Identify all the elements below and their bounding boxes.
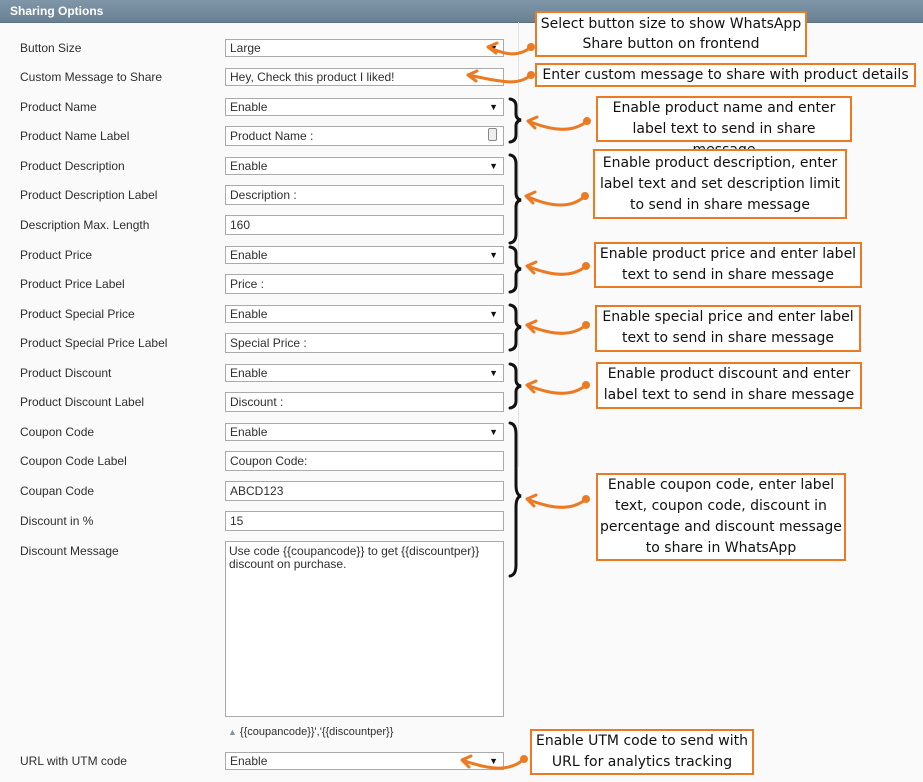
discount-message-label: Discount Message — [20, 544, 119, 558]
chevron-down-icon: ▼ — [489, 250, 498, 260]
note-button-size: Select button size to show WhatsApp Share button on frontend — [535, 11, 807, 57]
bracket-product-name — [510, 99, 521, 142]
chevron-down-icon: ▼ — [489, 161, 498, 171]
product-discount-label-input[interactable]: Discount : — [225, 392, 504, 412]
product-price-label-input[interactable]: Price : — [225, 274, 504, 294]
url-utm-select[interactable]: Enable ▼ — [225, 752, 504, 770]
chevron-down-icon: ▼ — [489, 756, 498, 766]
arrow-coupon-code — [527, 495, 586, 507]
text-picker-icon[interactable] — [488, 128, 497, 141]
product-name-label-input[interactable]: Product Name : — [225, 126, 504, 146]
product-discount-label-label: Product Discount Label — [20, 395, 145, 409]
arrow-product-discount — [527, 381, 586, 393]
coupan-code-input[interactable]: ABCD123 — [225, 481, 504, 501]
chevron-down-icon: ▼ — [489, 427, 498, 437]
product-description-label-label: Product Description Label — [20, 188, 158, 202]
product-name-label-label: Product Name Label — [20, 129, 130, 143]
coupon-code-label: Coupon Code — [20, 425, 95, 439]
variables-hint: ▲ {{coupancode}}','{{discountper}} — [228, 726, 394, 738]
discount-percent-input[interactable]: 15 — [225, 511, 504, 531]
chevron-down-icon: ▼ — [489, 43, 498, 53]
chevron-down-icon: ▼ — [489, 102, 498, 112]
section-title: Sharing Options — [10, 4, 104, 18]
product-discount-select[interactable]: Enable ▼ — [225, 364, 504, 382]
arrow-special-price — [527, 321, 586, 333]
arrow-product-price — [527, 262, 586, 274]
description-max-length-label: Description Max. Length — [20, 218, 150, 232]
product-special-price-label-input[interactable]: Special Price : — [225, 333, 504, 353]
note-product-name: Enable product name and enter label text to send in share — [596, 96, 852, 142]
product-special-price-label-label: Product Special Price Label — [20, 336, 168, 350]
coupon-code-select[interactable]: Enable ▼ — [225, 423, 504, 441]
product-description-label-input[interactable]: Description : — [225, 185, 504, 205]
product-description-label: Product Description — [20, 159, 125, 173]
arrow-product-description — [526, 192, 585, 205]
note-product-price: Enable product price and enter label text to send in share message — [594, 242, 862, 288]
custom-message-label: Custom Message to Share — [20, 70, 163, 84]
bracket-special-price — [510, 305, 521, 350]
product-price-label-label: Product Price Label — [20, 277, 125, 291]
product-price-label: Product Price — [20, 248, 93, 262]
custom-message-input[interactable]: Hey, Check this product I liked! — [225, 68, 504, 86]
product-special-price-select[interactable]: Enable ▼ — [225, 305, 504, 323]
chevron-down-icon: ▼ — [489, 368, 498, 378]
button-size-select[interactable]: Large ▼ — [225, 39, 504, 57]
triangle-up-icon: ▲ — [228, 727, 237, 737]
note-coupon-code: Enable coupon code, enter label text, coupon code, discount in percentage and discount message to share in WhatsApp — [596, 473, 846, 561]
note-utm: Enable UTM code to send with URL for analytics tracking — [530, 729, 754, 775]
note-custom-message: Enter custom message to share with product details — [535, 63, 916, 87]
arrow-product-name — [528, 117, 587, 129]
bracket-product-price — [510, 247, 521, 292]
url-utm-label: URL with UTM code — [20, 754, 127, 768]
note-product-description: Enable product description, enter label text and set description limit to send in share message — [593, 149, 847, 219]
column-divider — [518, 22, 519, 467]
product-price-select[interactable]: Enable ▼ — [225, 246, 504, 264]
discount-percent-label: Discount in % — [20, 514, 94, 528]
note-special-price: Enable special price and enter label text to send in share message — [595, 305, 861, 352]
product-name-label: Product Name — [20, 100, 97, 114]
chevron-down-icon: ▼ — [489, 309, 498, 319]
note-product-discount: Enable product discount and enter label text to send in share message — [596, 362, 862, 409]
product-discount-label: Product Discount — [20, 366, 112, 380]
description-max-length-input[interactable]: 160 — [225, 215, 504, 235]
button-size-label: Button Size — [20, 41, 82, 55]
product-name-select[interactable]: Enable ▼ — [225, 98, 504, 116]
coupon-code-label-input[interactable]: Coupon Code: — [225, 451, 504, 471]
coupon-code-label-label: Coupon Code Label — [20, 454, 127, 468]
curly-brackets — [510, 99, 521, 576]
coupan-code-label: Coupan Code — [20, 484, 95, 498]
product-description-select[interactable]: Enable ▼ — [225, 157, 504, 175]
discount-message-textarea[interactable]: Use code {{coupancode}} to get {{discountper}} discount on purchase. — [225, 541, 504, 717]
product-special-price-label: Product Special Price — [20, 307, 135, 321]
bracket-product-discount — [510, 364, 521, 408]
bracket-coupon-code — [510, 423, 521, 576]
bracket-product-description — [510, 155, 521, 243]
